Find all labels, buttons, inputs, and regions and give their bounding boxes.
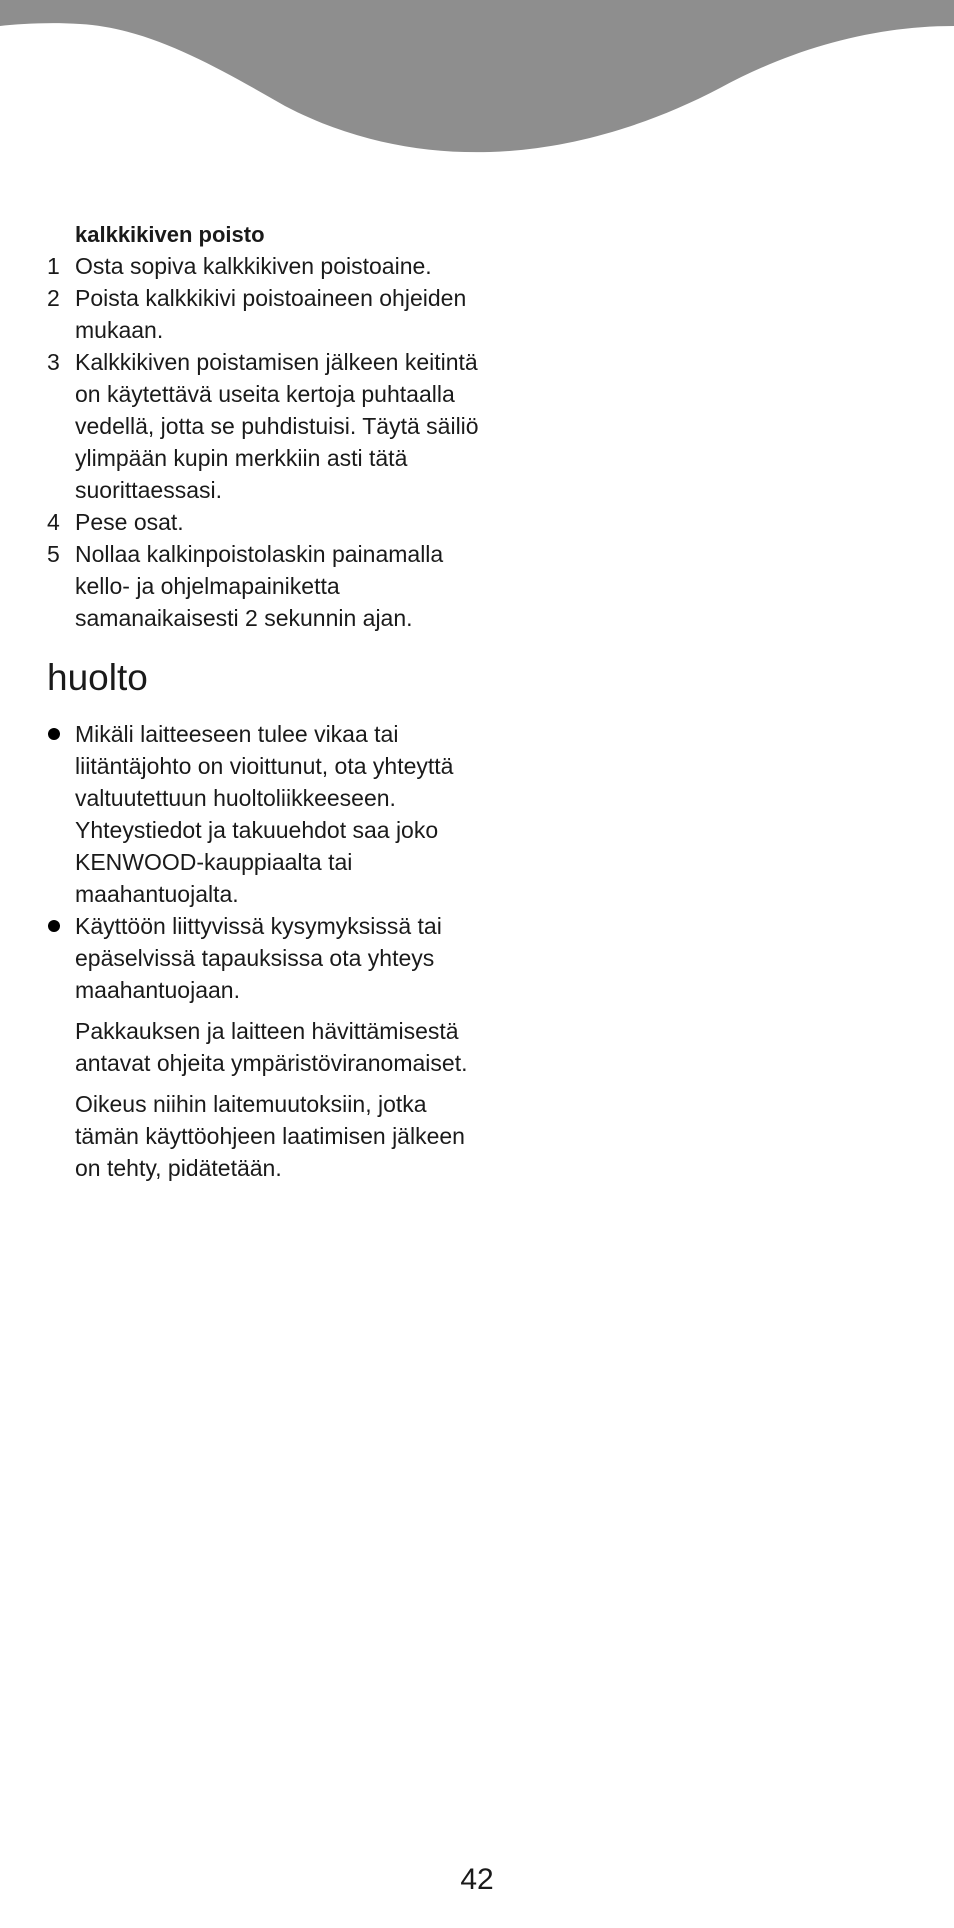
bullet-item xyxy=(47,718,487,910)
bullet-dot-icon xyxy=(47,718,75,910)
step-number: 3 xyxy=(47,349,60,375)
page-number: 42 xyxy=(460,1863,494,1896)
step-item xyxy=(47,250,487,282)
bullet-text: Mikäli laitteeseen tulee vikaa tai liitäntäjohto on vioittunut, ota yhteyttä valtuutettuun huoltoliikkeeseen. Yhteystiedot ja takuuehdot saa joko KENWOOD-kauppiaalta tai maahantuojalta. xyxy=(75,721,454,907)
step-item xyxy=(47,282,487,346)
header-wave-shape xyxy=(0,0,954,152)
step-item xyxy=(47,506,487,538)
bullet-dot-icon xyxy=(47,910,75,1006)
header-wave-decoration xyxy=(0,0,954,160)
bullet-item xyxy=(47,910,487,1006)
modifications-paragraph: Oikeus niihin laitemuutoksiin, jotka tämän käyttöohjeen laatimisen jälkeen on tehty, pidätetään. xyxy=(75,1091,465,1181)
step-text: Pese osat. xyxy=(75,509,184,535)
step-text: Nollaa kalkinpoistolaskin painamalla kello- ja ohjelmapainiketta samanaikaisesti 2 sekunnin ajan. xyxy=(75,541,444,631)
service-title: huolto xyxy=(47,657,148,698)
step-text: Kalkkikiven poistamisen jälkeen keitintä on käytettävä useita kertoja puhtaalla vedellä, jotta se puhdistuisi. Täytä säiliö ylimpään kupin merkkiin asti tätä suorittaessasi. xyxy=(75,349,479,503)
step-number: 2 xyxy=(47,285,60,311)
decalcifying-subtitle: kalkkikiven poisto xyxy=(75,222,265,247)
step-text: Poista kalkkikivi poistoaineen ohjeiden mukaan. xyxy=(75,285,467,343)
bullet-text: Käyttöön liittyvissä kysymyksissä tai epäselvissä tapauksissa ota yhteys maahantuojaan. xyxy=(75,913,442,1003)
step-text: Osta sopiva kalkkikiven poistoaine. xyxy=(75,253,432,279)
step-item xyxy=(47,538,487,634)
step-number: 5 xyxy=(47,541,60,567)
decalcifying-steps xyxy=(47,250,487,634)
step-number: 4 xyxy=(47,509,60,535)
step-item xyxy=(47,346,487,506)
step-number: 1 xyxy=(47,253,60,279)
page-content xyxy=(47,220,487,1184)
disposal-paragraph: Pakkauksen ja laitteen hävittämisestä antavat ohjeita ympäristöviranomaiset. xyxy=(75,1018,468,1076)
service-bullets xyxy=(47,718,487,1006)
